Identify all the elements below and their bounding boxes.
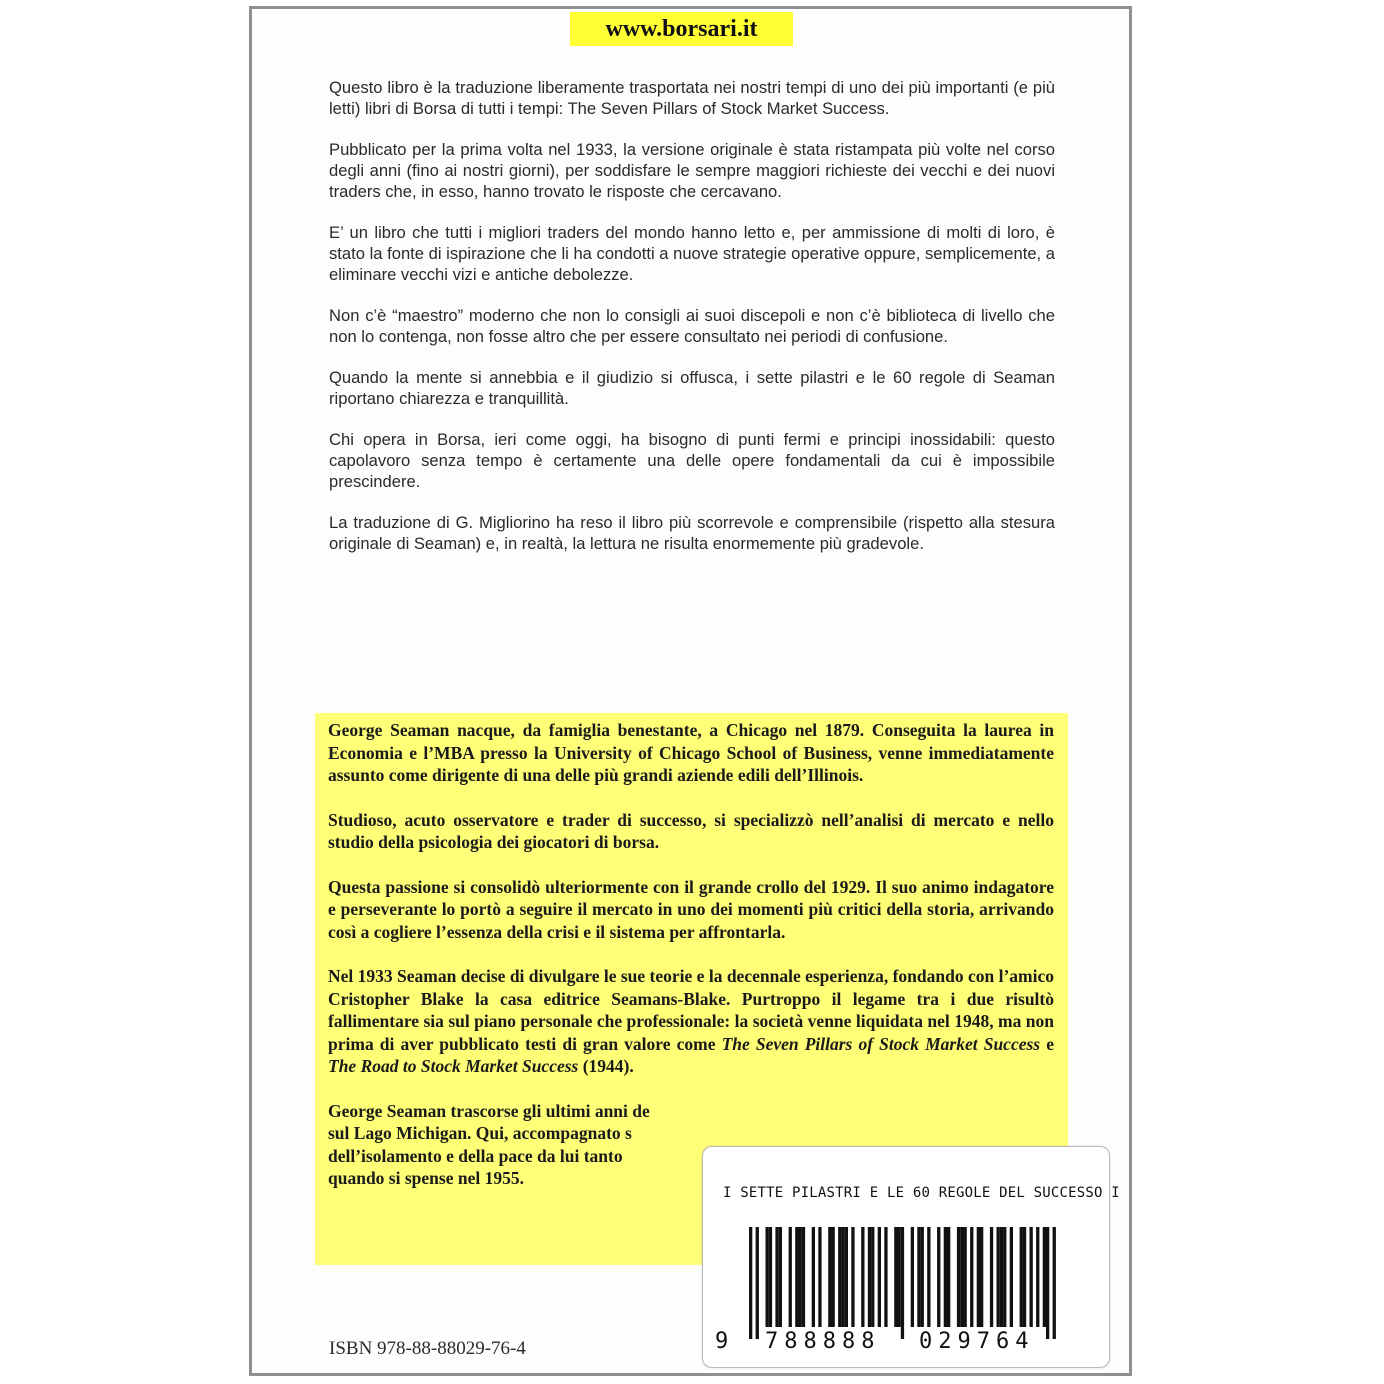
bio-p5-line4: quando si spense nel 1955. — [328, 1168, 524, 1188]
book-title-road: The Road to Stock Market Success — [328, 1056, 579, 1076]
barcode-bar — [898, 1227, 901, 1327]
barcode-bar — [894, 1227, 897, 1327]
barcode-title: I SETTE PILASTRI E LE 60 REGOLE DEL SUCCESSO I — [723, 1185, 1120, 1201]
barcode-bar — [1036, 1227, 1039, 1327]
barcode-bar — [944, 1227, 947, 1327]
barcode-bar — [841, 1227, 844, 1327]
barcode-bar — [901, 1227, 904, 1339]
bio-paragraph-2: Studioso, acuto osservatore e trader di successo, si specializzò nell’analisi di mercato e nello studio della psicologia dei giocatori di borsa. — [328, 809, 1054, 852]
barcode-bar — [775, 1227, 778, 1327]
barcode-bar — [779, 1227, 782, 1327]
barcode-bar — [970, 1227, 973, 1327]
barcode-bar — [1003, 1227, 1006, 1327]
isbn-number: ISBN 978-88-88029-76-4 — [329, 1338, 526, 1359]
barcode-bar — [851, 1227, 854, 1327]
barcode-bar — [838, 1227, 841, 1327]
barcode-bar — [927, 1227, 930, 1327]
barcode-bar — [957, 1227, 960, 1327]
barcode-bar — [911, 1227, 914, 1327]
barcode-bar — [1020, 1227, 1023, 1327]
barcode-bar — [990, 1227, 993, 1327]
barcode-bar — [960, 1227, 963, 1327]
blurb-paragraph-2: Pubblicato per la prima volta nel 1933, la versione originale è stata ristampata più volte nel corso degli anni (fino ai nostri giorni), per soddisfare le sempre maggiori richieste dei vecchi e dei nuovi traders che, in esso, hanno trovato le risposte che cercavano. — [329, 140, 1055, 201]
barcode-bar — [1023, 1227, 1026, 1327]
blurb-paragraph-5: Quando la mente si annebbia e il giudizio si offusca, i sette pilastri e le 60 regole di Seaman riportano chiarezza e tranquillità. — [329, 368, 1055, 408]
barcode-bar — [795, 1227, 798, 1327]
barcode-bar — [868, 1227, 871, 1327]
barcode-bar — [812, 1227, 815, 1327]
barcode-bar — [766, 1227, 769, 1327]
barcode-first-digit: 9 — [715, 1329, 729, 1354]
website-banner: www.borsari.it — [570, 12, 793, 46]
barcode-bar — [921, 1227, 924, 1327]
barcode-bar — [802, 1227, 805, 1327]
barcode-bar — [749, 1227, 752, 1339]
barcode-bar — [789, 1227, 792, 1327]
barcode-bar — [828, 1227, 831, 1327]
barcode-bar — [861, 1227, 864, 1327]
blurb-paragraph-3: E’ un libro che tutti i migliori traders del mondo hanno letto e, per ammissione di molti di loro, è stato la fonte di ispirazione che li ha condotti a nuove strategie operative oppure, semplicemente, a eliminare vecchi vizi e antiche debolezze. — [329, 223, 1055, 284]
barcode-bar — [1053, 1227, 1056, 1339]
bio-p4-and: e — [1040, 1033, 1054, 1054]
barcode-bar — [947, 1227, 950, 1327]
bio-p5-line2: sul Lago Michigan. Qui, accompagnato s — [328, 1123, 632, 1143]
barcode-digits-left: 788888 — [765, 1329, 881, 1354]
bio-p4-text: Nel 1933 Seaman decise di divulgare le sue teorie e la decennale esperienza, fondando con l’amico Cristopher Blake la casa editrice Seamans-Blake. Purtroppo il legame tra i due risultò fallimentare sia sul piano personale che professionale: la società venne liquidata nel 1948, ma non prima di aver pubblicato testi di gran valore come — [328, 966, 1054, 1054]
barcode-bar — [917, 1227, 920, 1327]
barcode-bar — [937, 1227, 940, 1327]
barcode-bar — [1043, 1227, 1046, 1327]
bio-p5-line3: dell’isolamento e della pace da lui tanto — [328, 1145, 623, 1166]
blurb-paragraph-7: La traduzione di G. Migliorino ha reso il libro più scorrevole e comprensibile (rispetto alla stesura originale di Seaman) e, in realtà, la lettura ne risulta enormemente più gradevole. — [329, 513, 1055, 553]
bio-p5-line1: George Seaman trascorse gli ultimi anni de — [328, 1100, 650, 1121]
barcode-bar — [756, 1227, 759, 1339]
bio-paragraph-1: George Seaman nacque, da famiglia benestante, a Chicago nel 1879. Conseguita la laurea in Economia e l’MBA presso la University of Chicago School of Business, venne immediatamente assunto come dirigente di una delle più grandi aziende edili dell’Illinois. — [328, 720, 1054, 785]
barcode-bar — [769, 1227, 772, 1327]
book-title-seven-pillars: The Seven Pillars of Stock Market Success — [721, 1033, 1041, 1054]
barcode-sticker — [702, 1146, 1120, 1368]
barcode-bar — [878, 1227, 881, 1327]
author-bio — [328, 719, 1054, 1190]
barcode-digits-right: 029764 — [919, 1329, 1035, 1354]
barcode-bar — [964, 1227, 967, 1327]
bio-p4-end: (1944). — [578, 1056, 634, 1076]
bio-paragraph-3: Questa passione si consolidò ulteriormente con il grande crollo del 1929. Il suo animo indagatore e perseverante lo portò a seguire il mercato in uno dei momenti più critici della storia, arrivando così a cogliere l’essenza della crisi e il sistema per affrontarla. — [328, 876, 1054, 942]
barcode-bar — [1010, 1227, 1013, 1327]
barcode-bar — [997, 1227, 1000, 1327]
barcode-bar — [980, 1227, 983, 1327]
blurb-paragraph-1: Questo libro è la traduzione liberamente trasportata nei nostri tempi di uno dei più importanti (e più letti) libri di Borsa di tutti i tempi: The Seven Pillars of Stock Market Success. — [329, 78, 1055, 118]
barcode-bar — [818, 1227, 821, 1327]
blurb-paragraph-4: Non c’è “maestro” moderno che non lo consigli ai suoi discepoli e non c’è biblioteca di livello che non lo contenga, non fosse altro che per essere consultato nei periodi di confusione. — [329, 306, 1055, 346]
barcode-bar — [884, 1227, 887, 1327]
barcode-bar — [977, 1227, 980, 1327]
barcode-bar — [1000, 1227, 1003, 1327]
barcode-bar — [871, 1227, 874, 1327]
blurb-text — [329, 77, 1055, 574]
barcode-bar — [832, 1227, 835, 1327]
bio-paragraph-4 — [328, 965, 1054, 1078]
barcode-bar — [799, 1227, 802, 1327]
barcode-bar — [1030, 1227, 1033, 1327]
barcode-bar — [845, 1227, 848, 1327]
blurb-paragraph-6: Chi opera in Borsa, ieri come oggi, ha bisogno di punti fermi e principi inossidabili: questo capolavoro senza tempo è certamente una delle opere fondamentali da cui è impossibile prescindere. — [329, 430, 1055, 491]
barcode-bar — [1046, 1227, 1049, 1339]
